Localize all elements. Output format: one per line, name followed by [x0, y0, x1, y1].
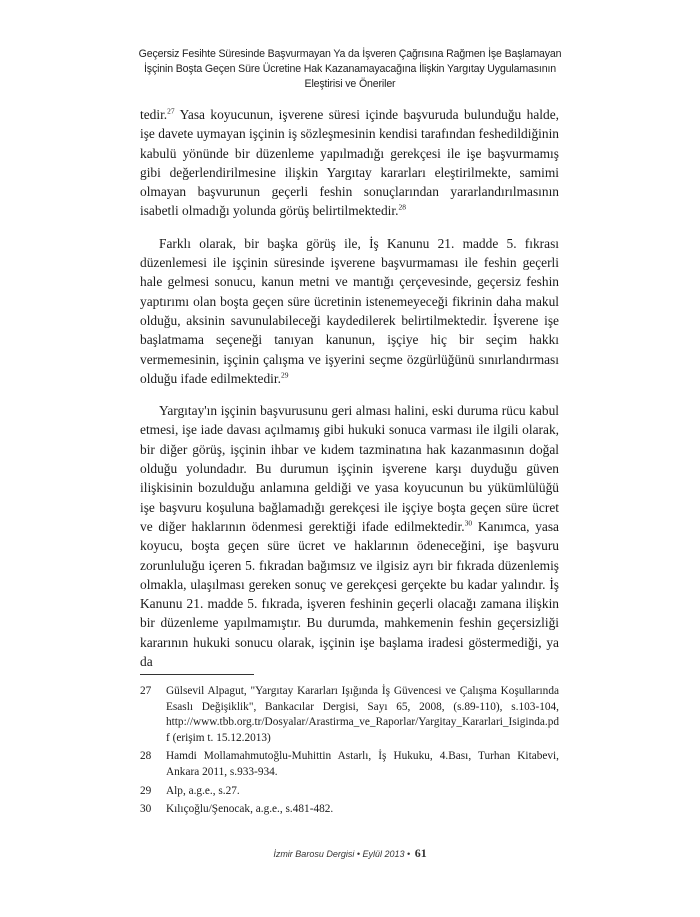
paragraph-text: Farklı olarak, bir başka görüş ile, İş Kanunu 21. madde 5. fıkrası düzenlemesi ile işçinin süresinde işverene başvurmaması ile feshin geçerli hale gelmesi sonucu, kanun metni ve mantığı çerçevesinde, geçersiz feshin yaptırımı olan boşta geçen süre ücretinin istenemeyeceği fikrinin daha makul olduğu, aksinin savunulabileceği kaydedilerek belirtilmektedir. İşverene işe başlatmama seçeneği tanıyan kanunun, işçiye hiç bir seçim hakkı vermemesinin, işçinin çalışma ve işyerini seçme özgürlüğünü sınırlandırması olduğu ifade edilmektedir. [140, 235, 559, 386]
footnote-ref-29: 29 [280, 370, 289, 380]
footnote-number: 28 [140, 750, 152, 763]
footnote-29 [140, 784, 559, 800]
header-line-1: Geçersiz Fesihte Süresinde Başvurmayan Ya da İşveren Çağrısına Rağmen İşe Başlamayan [138, 48, 562, 60]
footnotes [140, 684, 559, 821]
paragraph-text: Yasa koyucunun, işverene süresi içinde başvuruda bulunduğu halde, işe davete uymayan işçinin iş sözleşmesinin kendisi tarafından feshedildiğinin kabulü yönünde bir düzenleme yapılmadığı gerekçesi ile işe başvurmamış gibi değerlendirilmesine ilişkin Yargıtay kararları eleştirilmekte, samimi olmayan başvurunun geçerli feshin sonuçlarından yararlandırılmasının isabetli olmadığı yolunda görüş belirtilmektedir. [140, 107, 559, 219]
footnote-ref-30: 30 [464, 518, 473, 528]
paragraph-1 [140, 105, 559, 221]
paragraph-2 [140, 234, 559, 388]
paragraph-text: Kanımca, yasa koyucu, boşta geçen süre ücret ve haklarının ödeneceğini, işe başvuru zorunluluğu içeren 5. fıkradan bağımsız ve ilgisiz ayrı bir fıkrada düzenlemiş olmakla, ulaşılması gereken sonuç ve gerekçesi gerçekte bu kadar yalındır. İş Kanunu 21. madde 5. fıkrada, işveren feshinin geçerli olacağı zamana ilişkin bir düzenleme yapılmamıştır. Bu durumda, mahkemenin feshin geçersizliği kararının hukuki sonucu olarak, işçinin işe başlama iradesi göstermediği, ya da [140, 518, 560, 670]
footnote-ref-28: 28 [398, 203, 406, 213]
header-line-2: İşçinin Boşta Geçen Süre Ücretine Hak Kazanamayacağına İlişkin Yargıtay Uygulamasının [144, 63, 556, 75]
running-header [120, 47, 580, 92]
footnote-ref-27: 27 [167, 106, 175, 116]
footnote-number: 30 [140, 803, 152, 816]
footnote-text: Hamdi Mollamahmutoğlu-Muhittin Astarlı, İş Hukuku, 4.Bası, Turhan Kitabevi, Ankara 2011, s.933-934. [166, 750, 559, 778]
footnote-text: Kılıçoğlu/Şenocak, a.g.e., s.481-482. [166, 803, 334, 816]
paragraph-text: Yargıtay'ın işçinin başvurusunu geri alması halini, eski duruma rücu kabul etmesi, işe iade davası açılmamış gibi hukuki sonuca varması ile ilgili olarak, bir diğer görüş, işçinin ihbar ve kıdem tazminatına hak kazanmasının doğal olduğu yolundadır. Bu durumun işçinin işverene karşı duyduğu güven ilişkisinin bozulduğu anlamına geldiği ve yasa koyucunun bu yükümlülüğü işe başvuru koşuluna bağlamadığı gerekçesi ile işçiye boşta geçen süre ücret ve diğer haklarının ödenmesi gerektiği ifade edilmektedir. [140, 403, 559, 534]
footnote-27 [140, 684, 559, 746]
paragraph-3 [140, 401, 559, 671]
page-footer [0, 846, 700, 861]
footnote-text: Alp, a.g.e., s.27. [166, 784, 240, 797]
body-text [140, 105, 559, 684]
page-number: 61 [414, 846, 427, 860]
header-line-3: Eleştirisi ve Öneriler [304, 78, 396, 90]
footnote-number: 27 [140, 685, 152, 697]
footnote-number: 29 [140, 784, 152, 797]
paragraph-text: tedir. [140, 107, 168, 122]
journal-name: İzmir Barosu Dergisi • Eylül 2013 • [273, 849, 411, 859]
footnote-separator [140, 674, 254, 675]
footnote-text: Gülsevil Alpagut, "Yargıtay Kararları Işığında İş Güvencesi ve Çalışma Koşullarında Esaslı Değişiklik", Bankacılar Dergisi, Sayı 65, 2008, (s.89-110), s.103-104, http://www.tbb.org.tr/Dosyalar/Arastirma_ve_Raporlar/Yargitay_Kararlari_Isiginda.pdf (erişim t. 15.12.2013) [166, 685, 560, 744]
footnote-30 [140, 802, 559, 818]
footnote-28 [140, 749, 559, 780]
